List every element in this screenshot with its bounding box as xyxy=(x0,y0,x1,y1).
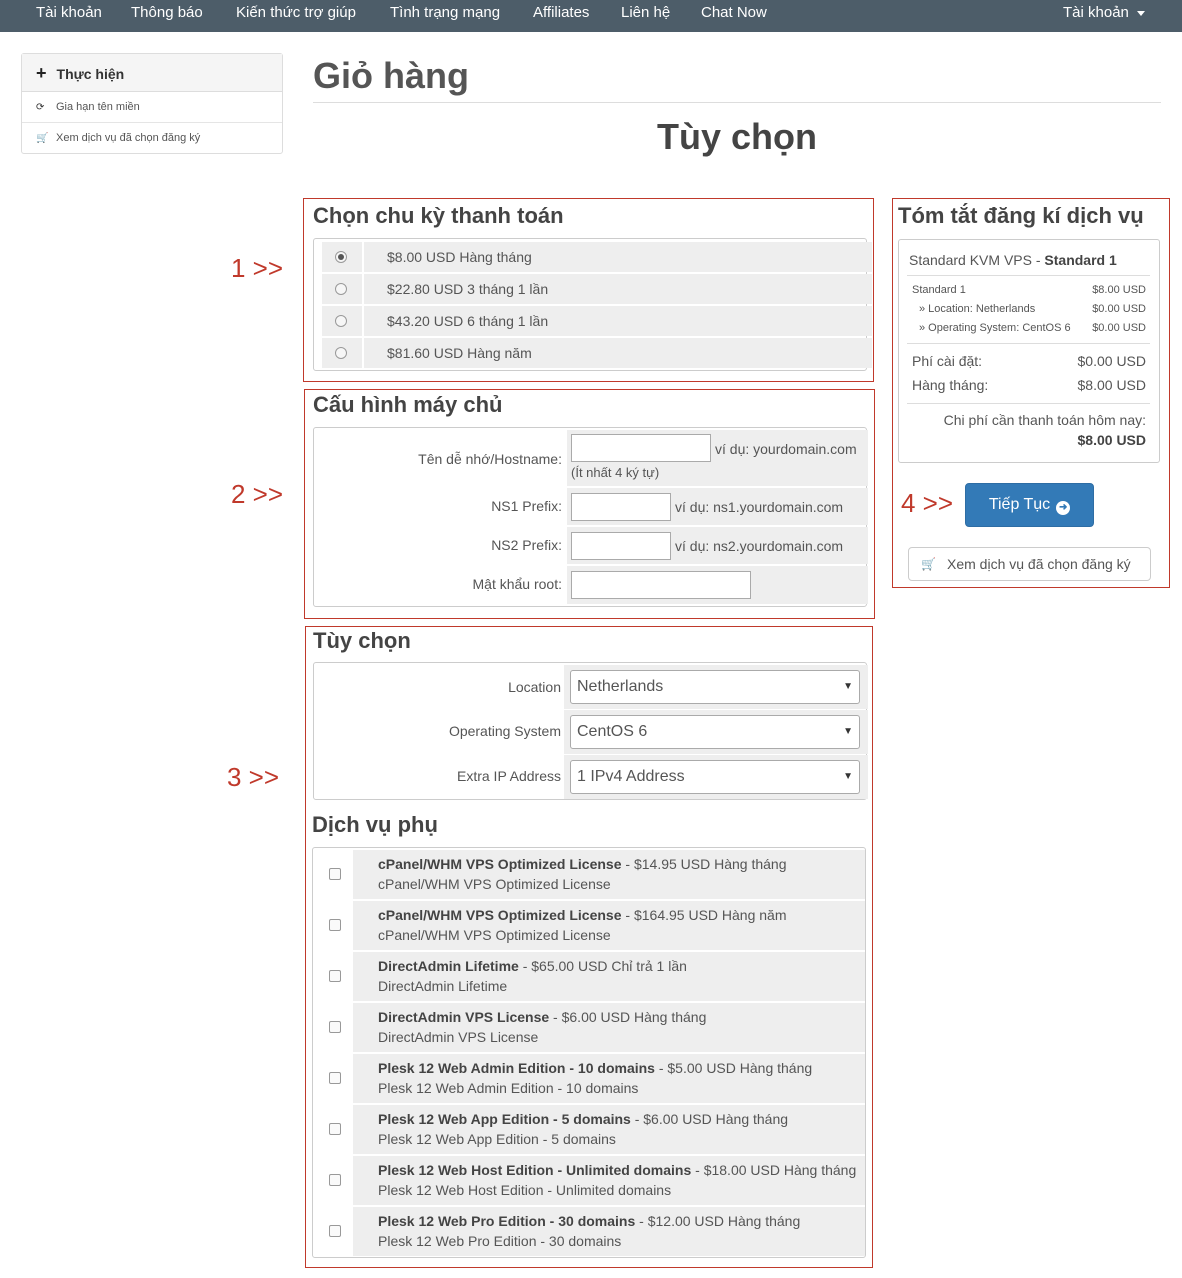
hostname-hint: ví dụ: yourdomain.com xyxy=(715,441,857,457)
summary-divider xyxy=(907,403,1150,404)
nav-account[interactable]: Tài khoản xyxy=(36,4,102,21)
addon-description: Plesk 12 Web Host Edition - Unlimited domains xyxy=(378,1182,672,1198)
nav-account-menu[interactable] xyxy=(1063,0,1145,28)
options-panel xyxy=(313,662,867,800)
location-selected: Netherlands xyxy=(577,678,664,695)
os-row xyxy=(314,710,868,754)
order-summary-heading: Tóm tắt đăng kí dịch vụ xyxy=(898,203,1144,228)
addon-name: cPanel/WHM VPS Optimized License xyxy=(378,907,622,923)
ns1-row xyxy=(314,488,868,525)
addon-row[interactable] xyxy=(313,1003,865,1052)
summary-line-label: » Operating System: CentOS 6 xyxy=(919,322,1071,334)
addon-title xyxy=(378,1009,706,1025)
summary-product xyxy=(909,252,1117,268)
addon-price: - $6.00 USD Hàng tháng xyxy=(630,1111,789,1127)
nav-knowledgebase[interactable]: Kiến thức trợ giúp xyxy=(236,4,356,21)
dropdown-arrow-icon: ▼ xyxy=(843,726,853,737)
hostname-row xyxy=(314,430,868,486)
radio-button[interactable] xyxy=(335,347,347,359)
summary-line-value: $0.00 USD xyxy=(1092,322,1146,334)
nav-chat-now[interactable]: Chat Now xyxy=(701,4,767,21)
addon-row[interactable] xyxy=(313,850,865,899)
setup-fee-value: $0.00 USD xyxy=(1077,353,1146,369)
view-cart-button[interactable] xyxy=(908,547,1151,581)
addon-description: Plesk 12 Web App Edition - 5 domains xyxy=(378,1131,616,1147)
nav-affiliates[interactable]: Affiliates xyxy=(533,4,590,21)
radio-button[interactable] xyxy=(335,283,347,295)
addon-name: Plesk 12 Web Host Edition - Unlimited domains xyxy=(378,1162,692,1178)
location-row xyxy=(314,665,868,709)
addon-title xyxy=(378,1162,856,1178)
sidebar-actions-panel xyxy=(21,53,283,154)
refresh-icon: ⟳ xyxy=(36,102,45,113)
summary-product-name: Standard 1 xyxy=(1044,252,1117,268)
location-select[interactable] xyxy=(570,670,860,704)
nav-contact[interactable]: Liên hệ xyxy=(621,4,671,21)
server-config-heading: Cấu hình máy chủ xyxy=(313,392,503,417)
hostname-note: (Ít nhất 4 ký tự) xyxy=(571,465,660,480)
billing-option[interactable] xyxy=(322,242,872,272)
monthly-value: $8.00 USD xyxy=(1077,377,1146,393)
due-today-label: Chi phí cần thanh toán hôm nay: xyxy=(943,412,1146,428)
billing-option-label: $22.80 USD 3 tháng 1 lần xyxy=(387,281,549,297)
sidebar-item-label: Xem dịch vụ đã chọn đăng ký xyxy=(56,132,201,144)
addon-title xyxy=(378,907,787,923)
addon-title xyxy=(378,1111,788,1127)
cart-icon: 🛒 xyxy=(36,133,49,144)
nav-announcements[interactable]: Thông báo xyxy=(131,4,203,21)
cart-icon: 🛒 xyxy=(921,557,936,571)
nav-network-status[interactable]: Tình trạng mạng xyxy=(390,4,501,21)
billing-option-label: $8.00 USD Hàng tháng xyxy=(387,249,532,265)
billing-cycle-heading: Chọn chu kỳ thanh toán xyxy=(313,203,564,228)
summary-line-value: $0.00 USD xyxy=(1092,303,1146,315)
sidebar-item-label: Gia hạn tên miền xyxy=(56,101,140,113)
addon-row[interactable] xyxy=(313,1105,865,1154)
setup-fee-label: Phí cài đặt: xyxy=(912,353,983,369)
addon-description: Plesk 12 Web Pro Edition - 30 domains xyxy=(378,1233,622,1249)
ns2-row xyxy=(314,527,868,564)
addon-title xyxy=(378,958,687,974)
ns1-label: NS1 Prefix: xyxy=(491,498,562,514)
due-today-value: $8.00 USD xyxy=(1077,432,1146,448)
sub-title: Tùy chọn xyxy=(657,116,817,157)
summary-divider xyxy=(907,343,1150,344)
addon-checkbox[interactable] xyxy=(329,1021,341,1033)
billing-option[interactable] xyxy=(322,338,872,368)
addon-row[interactable] xyxy=(313,1054,865,1103)
ns2-label: NS2 Prefix: xyxy=(491,537,562,553)
sidebar-heading xyxy=(22,54,282,92)
sidebar-heading-label: Thực hiện xyxy=(56,66,125,82)
addon-name: DirectAdmin VPS License xyxy=(378,1009,550,1025)
extra-ip-selected: 1 IPv4 Address xyxy=(577,768,685,785)
addon-description: DirectAdmin VPS License xyxy=(378,1029,539,1045)
billing-option-label: $43.20 USD 6 tháng 1 lần xyxy=(387,313,549,329)
addon-checkbox[interactable] xyxy=(329,970,341,982)
title-divider xyxy=(313,102,1161,103)
os-selected: CentOS 6 xyxy=(577,723,648,740)
dropdown-arrow-icon: ▼ xyxy=(843,681,853,692)
addon-name: cPanel/WHM VPS Optimized License xyxy=(378,856,622,872)
addon-checkbox[interactable] xyxy=(329,1174,341,1186)
ns1-hint: ví dụ: ns1.yourdomain.com xyxy=(675,499,844,515)
summary-line-value: $8.00 USD xyxy=(1092,284,1146,296)
addon-price: - $65.00 USD Chỉ trả 1 lần xyxy=(518,958,687,974)
addon-name: DirectAdmin Lifetime xyxy=(378,958,519,974)
addon-checkbox[interactable] xyxy=(329,1072,341,1084)
addon-name: Plesk 12 Web Admin Edition - 10 domains xyxy=(378,1060,655,1076)
server-config-panel xyxy=(313,427,867,607)
addon-price: - $6.00 USD Hàng tháng xyxy=(549,1009,707,1025)
arrow-circle-right-icon: ➜ xyxy=(1056,501,1070,515)
summary-product-separator: - xyxy=(1031,252,1045,268)
location-label: Location xyxy=(508,679,561,695)
addon-row[interactable] xyxy=(313,1156,865,1205)
annotation-marker-4: 4 >> xyxy=(901,488,954,518)
addon-description: cPanel/WHM VPS Optimized License xyxy=(378,927,611,943)
billing-option[interactable] xyxy=(322,274,872,304)
continue-button[interactable] xyxy=(965,483,1094,527)
addon-name: Plesk 12 Web App Edition - 5 domains xyxy=(378,1111,631,1127)
root-password-input[interactable] xyxy=(571,571,751,599)
top-navbar xyxy=(0,0,1182,32)
addon-checkbox[interactable] xyxy=(329,1225,341,1237)
os-label: Operating System xyxy=(448,723,561,739)
annotation-marker-3: 3 >> xyxy=(227,762,280,792)
page-title: Giỏ hàng xyxy=(313,55,469,96)
addons-heading: Dịch vụ phụ xyxy=(312,812,438,837)
view-cart-button-label: Xem dịch vụ đã chọn đăng ký xyxy=(947,556,1131,572)
order-summary-panel xyxy=(898,239,1160,463)
ns2-prefix-input[interactable] xyxy=(571,532,671,560)
addon-description: DirectAdmin Lifetime xyxy=(378,978,508,994)
dropdown-arrow-icon: ▼ xyxy=(843,771,853,782)
addon-price: - $164.95 USD Hàng năm xyxy=(621,907,787,923)
root-password-row xyxy=(314,566,868,604)
plus-icon: + xyxy=(36,63,47,83)
addon-name: Plesk 12 Web Pro Edition - 30 domains xyxy=(378,1213,636,1229)
hostname-label: Tên dễ nhớ/Hostname: xyxy=(418,451,562,467)
addon-price: - $14.95 USD Hàng tháng xyxy=(621,856,787,872)
addon-checkbox[interactable] xyxy=(329,868,341,880)
summary-line-label: » Location: Netherlands xyxy=(919,303,1036,315)
summary-product-group: Standard KVM VPS xyxy=(909,252,1032,268)
addon-description: cPanel/WHM VPS Optimized License xyxy=(378,876,611,892)
hostname-input[interactable] xyxy=(571,434,711,462)
addon-row[interactable] xyxy=(313,952,865,1001)
sidebar-item-view-cart[interactable] xyxy=(22,123,282,154)
addon-row[interactable] xyxy=(313,901,865,950)
options-heading: Tùy chọn xyxy=(313,628,411,653)
extra-ip-select[interactable] xyxy=(570,760,860,794)
root-password-label: Mật khẩu root: xyxy=(472,576,562,592)
summary-divider xyxy=(907,275,1150,276)
caret-down-icon xyxy=(1137,11,1145,16)
sidebar-item-renew-domain[interactable] xyxy=(22,92,282,123)
continue-button-label: Tiếp Tục xyxy=(988,496,1051,513)
nav-account-menu-label: Tài khoản xyxy=(1063,4,1129,21)
ns2-hint: ví dụ: ns2.yourdomain.com xyxy=(675,538,844,554)
monthly-label: Hàng tháng: xyxy=(912,377,989,393)
ns1-prefix-input[interactable] xyxy=(571,493,671,521)
radio-button[interactable] xyxy=(335,251,347,263)
extra-ip-label: Extra IP Address xyxy=(456,768,561,784)
addon-checkbox[interactable] xyxy=(329,919,341,931)
addon-price: - $5.00 USD Hàng tháng xyxy=(654,1060,813,1076)
billing-option[interactable] xyxy=(322,306,872,336)
addon-title xyxy=(378,856,787,872)
extra-ip-row xyxy=(314,755,868,799)
billing-cycle-panel xyxy=(313,238,867,371)
billing-option-label: $81.60 USD Hàng năm xyxy=(387,345,532,361)
addon-price: - $12.00 USD Hàng tháng xyxy=(635,1213,801,1229)
addon-description: Plesk 12 Web Admin Edition - 10 domains xyxy=(378,1080,639,1096)
addon-row[interactable] xyxy=(313,1207,865,1256)
annotation-marker-1: 1 >> xyxy=(231,253,284,283)
addon-title xyxy=(378,1213,800,1229)
annotation-marker-2: 2 >> xyxy=(231,479,284,509)
addon-price: - $18.00 USD Hàng tháng xyxy=(691,1162,857,1178)
radio-button[interactable] xyxy=(335,315,347,327)
os-select[interactable] xyxy=(570,715,860,749)
addon-title xyxy=(378,1060,812,1076)
addon-checkbox[interactable] xyxy=(329,1123,341,1135)
addons-panel xyxy=(312,847,866,1258)
summary-line-label: Standard 1 xyxy=(912,284,966,296)
